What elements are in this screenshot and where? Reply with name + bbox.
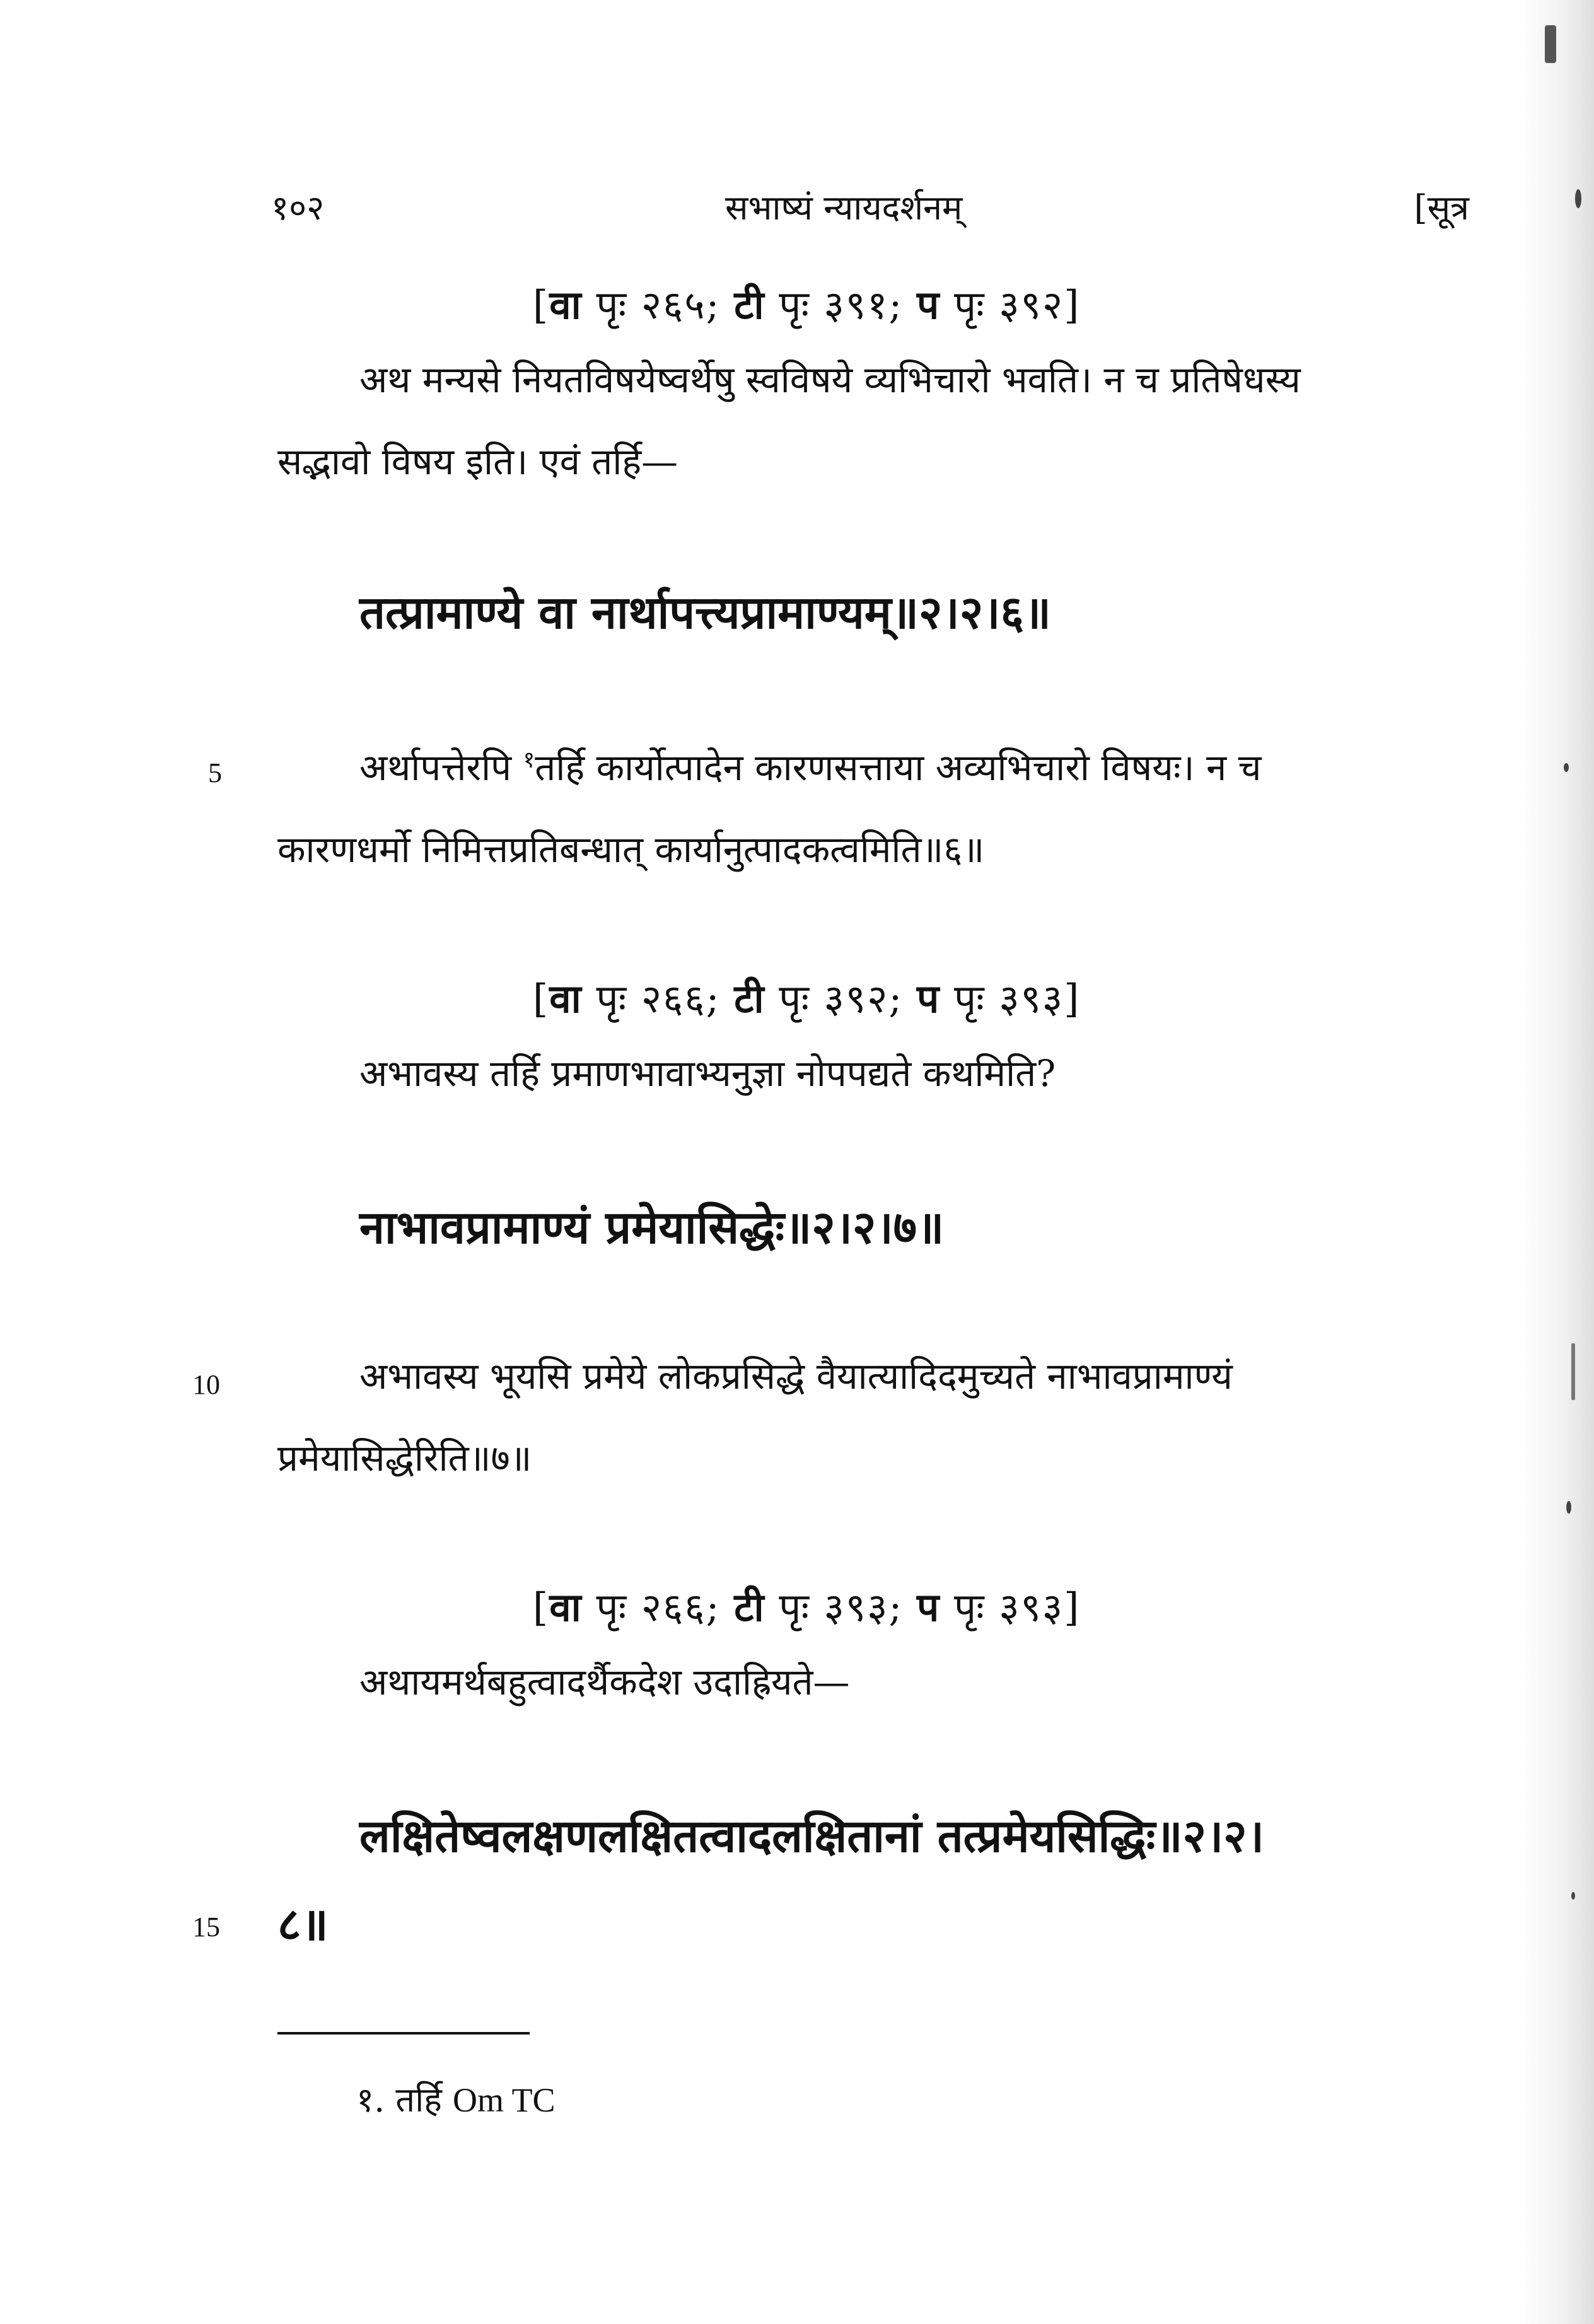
running-title: सभाष्यं न्यायदर्शनम् — [725, 188, 963, 228]
scan-edge-shadow — [1518, 0, 1594, 2324]
text-span: तर्हि कार्योत्पादेन कारणसत्ताया अव्यभिचारो विषयः। न च — [535, 746, 1262, 789]
footnote-word: तर्हि — [395, 2080, 442, 2120]
ref-page: पृः ३९३] — [940, 1584, 1081, 1630]
line-number: 10 — [192, 1369, 220, 1400]
reference-line — [533, 1580, 1080, 1633]
ref-source-va: वा — [549, 976, 583, 1022]
line-number: 15 — [192, 1912, 220, 1942]
ref-source-ti: टी — [734, 282, 765, 328]
paragraph-line: अथायमर्थबहुत्वादर्थैकदेश उदाह्रियते— — [359, 1661, 850, 1703]
ref-page: पृः ३९३; — [765, 1584, 917, 1630]
footnote-marker: १ — [523, 747, 535, 773]
running-header — [271, 183, 1469, 233]
reference-line — [533, 277, 1080, 330]
bracket: [ — [533, 976, 550, 1022]
reference-line — [533, 971, 1080, 1024]
bracket: [ — [533, 282, 550, 328]
ref-source-pa: प — [917, 976, 941, 1022]
sutra-heading: तत्प्रामाण्ये वा नार्थापत्त्यप्रामाण्यम्॥२।२।६॥ — [359, 585, 1052, 639]
sutra-heading: नाभावप्रामाण्यं प्रमेयासिद्धेः॥२।२।७॥ — [359, 1200, 945, 1254]
line-number: 5 — [208, 757, 222, 788]
paragraph-line: प्रमेयासिद्धेरिति॥७॥ — [277, 1437, 532, 1480]
bracket: [ — [533, 1584, 550, 1630]
ref-source-va: वा — [549, 1584, 583, 1630]
ref-page: पृः २६६; — [582, 1584, 735, 1630]
scan-speck — [1545, 25, 1556, 63]
sutra-heading-continuation: ८॥ — [277, 1897, 329, 1951]
section-label: [सूत्र — [1414, 188, 1469, 228]
scan-speck — [1571, 1343, 1575, 1400]
ref-page: पृः २६६; — [582, 976, 735, 1022]
paragraph-line: अभावस्य तर्हि प्रमाणभावाभ्यनुज्ञा नोपपद्यते कथमिति? — [359, 1052, 1056, 1095]
ref-source-pa: प — [917, 1584, 941, 1630]
ref-source-ti: टी — [734, 1584, 765, 1630]
footnote-number: १. — [356, 2080, 385, 2120]
paragraph-line — [359, 741, 1261, 791]
footnote-rule — [277, 2032, 530, 2035]
sutra-heading: लक्षितेष्वलक्षणलक्षितत्वादलक्षितानां तत्प्रमेयसिद्धिः॥२।२। — [359, 1809, 1264, 1862]
scan-speck — [1571, 1892, 1575, 1900]
paragraph-line: अथ मन्यसे नियतविषयेष्वर्थेषु स्वविषये व्यभिचारो भवति। न च प्रतिषेधस्य — [359, 358, 1301, 401]
ref-page: पृः २६५; — [582, 282, 735, 328]
paragraph-line: कारणधर्मो निमित्तप्रतिबन्धात् कार्यानुत्पादकत्वमिति॥६॥ — [277, 828, 985, 871]
paragraph-line: अभावस्य भूयसि प्रमेये लोकप्रसिद्धे वैयात्यादिदमुच्यते नाभावप्रामाण्यं — [359, 1355, 1233, 1398]
ref-page: पृः ३९२] — [940, 282, 1081, 328]
ref-page: पृः ३९२; — [765, 976, 917, 1022]
ref-page: पृः ३९३] — [940, 976, 1081, 1022]
text-span: अर्थापत्तेरपि — [359, 746, 523, 789]
ref-source-ti: टी — [734, 976, 765, 1022]
paragraph-line: सद्भावो विषय इति। एवं तर्हि— — [277, 440, 678, 483]
ref-source-pa: प — [917, 282, 941, 328]
ref-page: पृः ३९१; — [765, 282, 917, 328]
scan-speck — [1564, 763, 1569, 772]
page-number: १०२ — [271, 188, 325, 228]
footnote-note: Om TC — [453, 2081, 556, 2119]
scan-speck — [1566, 1501, 1571, 1514]
ref-source-va: वा — [549, 282, 583, 328]
scan-speck — [1575, 189, 1581, 208]
footnote — [356, 2075, 556, 2122]
